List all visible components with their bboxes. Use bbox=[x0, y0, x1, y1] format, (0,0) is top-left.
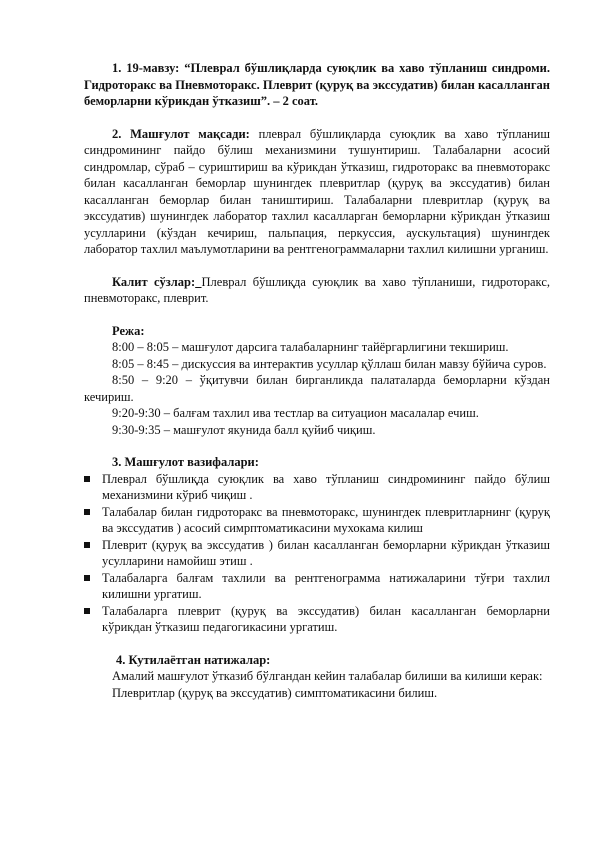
plan-item: 9:20-9:30 – балғам тахлил ива тестлар ва ситуацион масалалар ечиш. bbox=[112, 406, 479, 420]
topic-paragraph bbox=[84, 60, 550, 110]
task-text: Плеврал бўшлиқда суюқлик ва хаво тўпланиш синдромининг пайдо бўлиш механизмини кўриб чиқиш . bbox=[102, 471, 550, 502]
task-text: Талабаларга плеврит (қуруқ ва экссудатив) билан касалланган беморларни кўрикдан ўтказиш педагогикасини ургатиш. bbox=[102, 603, 550, 634]
task-item bbox=[84, 504, 550, 537]
task-text: Плеврит (қуруқ ва экссудатив ) билан касалланган беморларни кўрикдан ўтказиш усулларини намойиш этиш . bbox=[102, 537, 550, 568]
tasks-list bbox=[84, 471, 550, 636]
goal-text: плеврал бўшлиқларда суюқлик ва хаво тўпланиш синдромининг пайдо бўлиш механизмини тушунтириш. Талабаларни асосий синдромлар, сўраб – суриштириш ва кўрикдан ўтказиш, гидроторакс ва пневмоторакс билан касалланган беморлар шунингдек плевритлар (қуруқ ва экссудатив) билан касалланган беморлар билан таништириш. Талабаларни плевритлар (қуруқ ва экссудатив) шунингдек лаборатор тахлил касалларган беморларни кўрикдан ўтказиш усулларини (кўздан кечириш, пальпация, перкуссия, аускультация) шунингдек лаборатор тахлил маълумотларини ва рентгенограммаларни тахлил килишни урганиш. bbox=[84, 126, 550, 256]
goal-label: 2. Машғулот мақсади: bbox=[112, 126, 250, 141]
plan-heading: Режа: bbox=[112, 323, 145, 338]
task-item bbox=[84, 603, 550, 636]
topic-text: 1. 19-мавзу: “Плеврал бўшлиқларда суюқлик ва хаво тўпланиш синдроми. Гидроторакс ва Пневмоторакс. Плеврит (қуруқ ва экссудатив) билан касалланган беморларни кўрикдан ўтказиш”. – 2 соат. bbox=[84, 61, 550, 108]
task-item bbox=[84, 471, 550, 504]
keywords-paragraph bbox=[84, 274, 550, 307]
plan-list bbox=[84, 339, 550, 438]
keywords-text: Плеврал бўшлиқда суюқлик ва хаво тўпланиши, гидроторакс, пневмоторакс, плеврит. bbox=[84, 274, 550, 305]
goal-paragraph bbox=[84, 126, 550, 258]
results-heading: 4. Кутилаётган натижалар: bbox=[116, 652, 271, 667]
bullet-square-icon bbox=[84, 476, 90, 482]
plan-item: 8:05 – 8:45 – дискуссия ва интерактив усуллар қўллаш билан мавзу бўйича суров. bbox=[112, 356, 547, 371]
bullet-square-icon bbox=[84, 608, 90, 614]
document-page bbox=[84, 60, 550, 701]
results-line: Амалий машғулот ўтказиб бўлгандан кейин талабалар билиши ва килиши керак: bbox=[112, 669, 543, 683]
task-item bbox=[84, 570, 550, 603]
bullet-square-icon bbox=[84, 542, 90, 548]
task-item bbox=[84, 537, 550, 570]
tasks-heading: 3. Машғулот вазифалари: bbox=[112, 455, 259, 469]
bullet-square-icon bbox=[84, 575, 90, 581]
task-text: Талабалар билан гидроторакс ва пневмоторакс, шунингдек плевритларнинг (қуруқ ва экссудатив ) асосий симрптоматикасини мухокама килиш bbox=[102, 504, 550, 535]
plan-item: 8:00 – 8:05 – машғулот дарсига талабаларнинг тайёргарлигини текшириш. bbox=[112, 340, 509, 354]
task-text: Талабаларга балғам тахлили ва рентгенограмма натижаларини тўғри тахлил килишни ургатиш. bbox=[102, 570, 550, 601]
bullet-square-icon bbox=[84, 509, 90, 515]
keywords-label: Калит сўзлар: bbox=[112, 274, 196, 289]
plan-item: 9:30-9:35 – машғулот якунида балл қуйиб чиқиш. bbox=[112, 422, 376, 437]
plan-item: 8:50 – 9:20 – ўқитувчи билан бирганликда палаталарда беморларни кўздан кечириш. bbox=[84, 373, 550, 404]
results-line: Плевритлар (қуруқ ва экссудатив) симптоматикасини билиш. bbox=[112, 685, 438, 700]
